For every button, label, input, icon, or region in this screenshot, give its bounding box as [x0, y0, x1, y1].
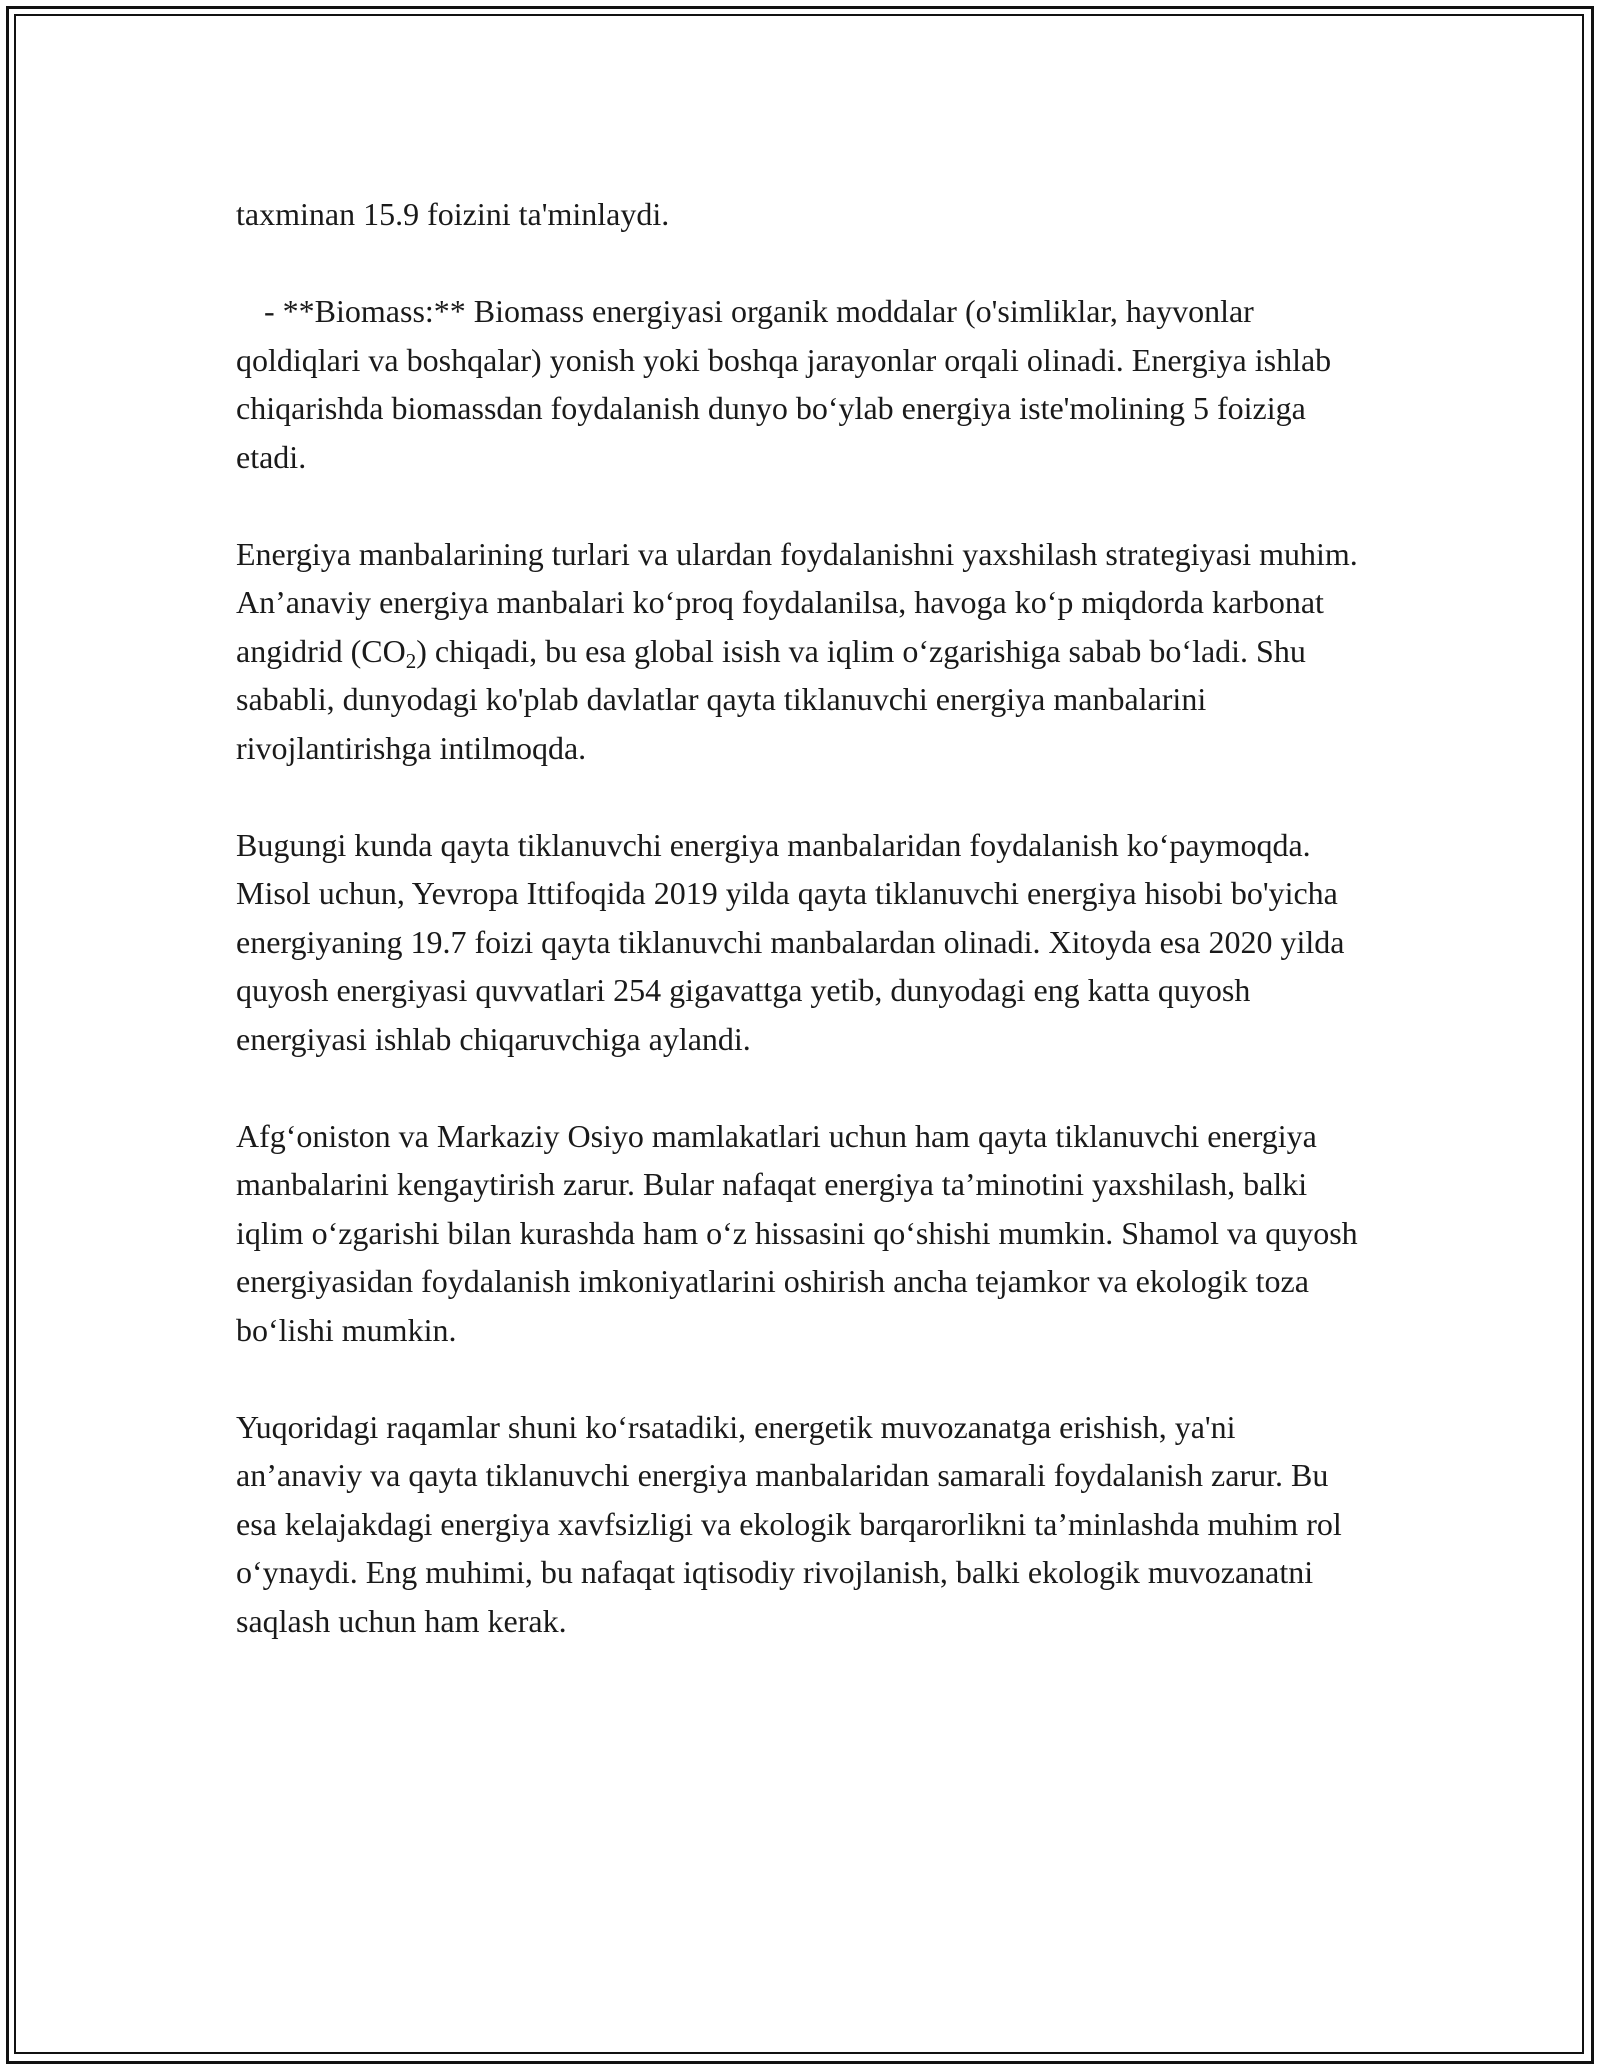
paragraph-energy-sources: [236, 530, 1366, 773]
paragraph-biomass: [236, 287, 1366, 481]
co2-subscript: 2: [405, 648, 417, 673]
paragraph-conclusion: Yuqoridagi raqamlar shuni ko‘rsatadiki, energetik muvozanatga erishish, ya'ni an’anaviy va qayta tiklanuvchi energiya manbalaridan samarali foydalanish zarur. Bu esa kelajakdagi energiya xavfsizligi va ekologik barqarorlikni ta’minlashda muhim rol o‘ynaydi. Eng muhimi, bu nafaqat iqtisodiy rivojlanish, balki ekologik muvozanatni saqlash uchun ham kerak.: [236, 1408, 1342, 1639]
paragraph-renewables-today: Bugungi kunda qayta tiklanuvchi energiya manbalaridan foydalanish ko‘paymoqda. Misol uchun, Yevropa Ittifoqida 2019 yilda qayta tiklanuvchi energiya hisobi bo'yicha energiyaning 19.7 foizi qayta tiklanuvchi manbalardan olinadi. Xitoyda esa 2020 yilda quyosh energiyasi quvvatlari 254 gigavattga yetib, dunyodagi eng katta quyosh energiyasi ishlab chiqaruvchiga aylandi.: [236, 826, 1345, 1057]
paragraph-central-asia: Afg‘oniston va Markaziy Osiyo mamlakatlari uchun ham qayta tiklanuvchi energiya manbalarini kengaytirish zarur. Bular nafaqat energiya ta’minotini yaxshilash, balki iqlim o‘zgarishi bilan kurashda ham o‘z hissasini qo‘shishi mumkin. Shamol va quyosh energiyasidan foydalanish imkoniyatlarini oshirish ancha tejamkor va ekologik toza bo‘lishi mumkin.: [236, 1117, 1358, 1348]
paragraph-biomass-text: - **Biomass:** Biomass energiyasi organik moddalar (o'simliklar, hayvonlar qoldiqlari va boshqalar) yonish yoki boshqa jarayonlar orqali olinadi. Energiya ishlab chiqarishda biomassdan foydalanish dunyo bo‘ylab energiya iste'molining 5 foiziga etadi.: [236, 293, 1332, 475]
document-body: [236, 190, 1366, 1694]
paragraph-continuation: taxminan 15.9 foizini ta'minlaydi.: [236, 196, 670, 232]
paragraph-energy-sources-text-b: ) chiqadi, bu esa global isish va iqlim o‘zgarishiga sabab bo‘ladi. Shu sababli, dunyodagi ko'plab davlatlar qayta tiklanuvchi energiya manbalarini rivojlantirishga intilmoqda.: [236, 632, 1306, 766]
paragraph-energy-sources-text-a: Energiya manbalarining turlari va ulardan foydalanishni yaxshilash strategiyasi muhim. An’anaviy energiya manbalari ko‘proq foydalanilsa, havoga ko‘p miqdorda karbonat angidrid (CO: [236, 535, 1358, 669]
